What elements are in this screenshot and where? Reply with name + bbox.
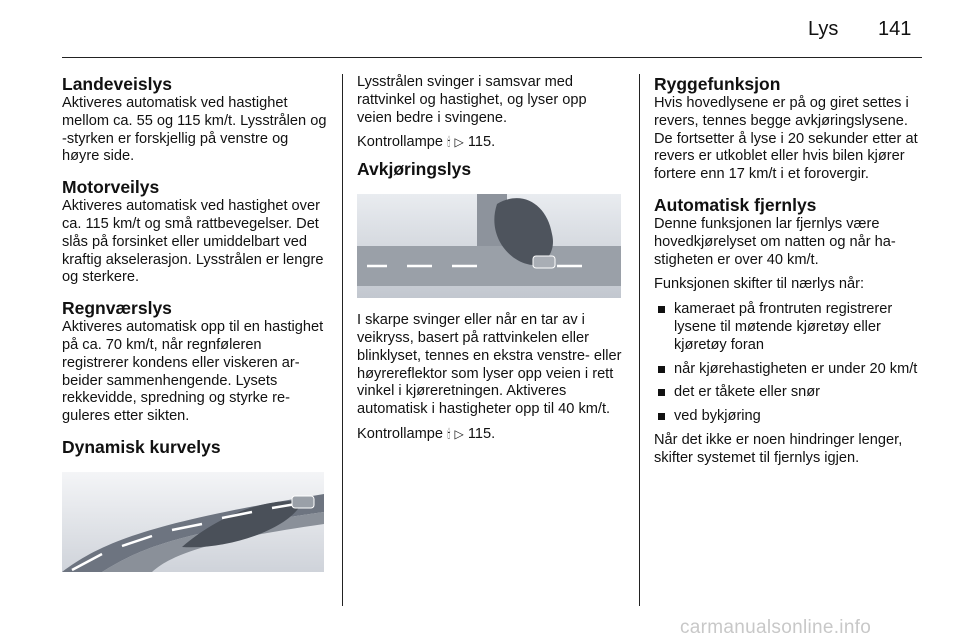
control-lamp-ref xyxy=(357,134,625,152)
cornering-light-illustration xyxy=(357,194,621,298)
column-3 xyxy=(654,74,924,475)
headlamp-icon: 🕯︎ xyxy=(447,426,451,441)
curve-light-illustration xyxy=(62,472,324,572)
section-title-regnvaerslys: Regnværslys xyxy=(62,298,172,319)
section-title-landeveislys: Landeveislys xyxy=(62,74,172,94)
list-item: ved bykjøring xyxy=(654,408,924,426)
section-title-dynamisk-kurvelys: Dynamisk kurvelys xyxy=(62,436,221,457)
header-rule xyxy=(62,57,922,58)
list-item: kameraet på frontruten registrerer lysene til møtende kjøretøy eller kjøretøy foran xyxy=(654,301,924,354)
page-ref-arrow-icon: ▷ xyxy=(454,426,464,441)
column-divider xyxy=(639,74,640,606)
paragraph: Lysstrålen svinger i samsvar med rattvinkel og hastighet, og lyser opp veien bedre i svingene. xyxy=(357,74,587,126)
page-ref: 115. xyxy=(467,134,496,151)
paragraph: Når det ikke er noen hindringer lenger, skifter systemet til fjernlys igjen. xyxy=(654,431,903,466)
section-title-motorveilys: Motorveilys xyxy=(62,177,160,198)
paragraph: Funksjonen skifter til nærlys når: xyxy=(654,276,865,293)
column-divider xyxy=(342,74,343,606)
watermark: carmanualsonline.info xyxy=(680,617,872,638)
lamp-label: Kontrollampe xyxy=(357,425,443,442)
section-body: Aktiveres automatisk ved hastighet mellom ca. 55 og 115 km/t. Lysstrålen og -styrken er forskjellig på venstre og høyre side. xyxy=(62,95,327,165)
section-title-automatisk-fjernlys: Automatisk fjernlys xyxy=(654,194,817,215)
section-title-avkjoringslys: Avkjøringslys xyxy=(357,159,472,180)
control-lamp-ref xyxy=(357,426,625,444)
page-number: 141 xyxy=(878,18,912,40)
column-1 xyxy=(62,74,328,586)
section-body: Denne funksjonen lar fjernlys være hovedkjørelyset om natten og når hastigheten er over 40 km/t. xyxy=(654,215,896,268)
section-body: Hvis hovedlysene er på og giret settes i revers, tennes begge avkjøringslysene. De fortsetter å lyse i 20 sekunder etter at revers er utkoblet eller hvis bilen kjører fortere enn 17 km/t i et forovergir. xyxy=(654,95,918,183)
page-ref: 115. xyxy=(467,425,496,442)
page-ref-arrow-icon: ▷ xyxy=(454,135,464,150)
section-body: Aktiveres automatisk ved hastighet over ca. 115 km/t og små rattbevegelser. Det slås på forsinket eller umiddelbart ved kraftig akselerasjon. Lysstrålen er lengre og sterkere. xyxy=(62,198,324,286)
column-2 xyxy=(357,74,625,451)
bullet-list xyxy=(654,301,924,426)
section-title-ryggefunksjon: Ryggefunksjon xyxy=(654,74,781,94)
section-body: Aktiveres automatisk opp til en hastighet på ca. 70 km/t, når regnføleren registrerer kondens eller viskeren arbeider sammenhengende. Lysets rekkevidde, spredning og styrke reguleres etter sikten. xyxy=(62,319,324,425)
header-title: Lys xyxy=(808,18,839,40)
headlamp-icon: 🕯︎ xyxy=(447,135,451,150)
list-item: når kjørehastigheten er under 20 km/t xyxy=(654,361,924,379)
paragraph: I skarpe svinger eller når en tar av i veikryss, basert på rattvinkelen eller blinklyset, tennes en ekstra venstre- eller høyrereflektor som lyser opp veien i rett vinkel i kjøreretningen. Aktiveres automatisk i hastigheter opp til 40 km/t. xyxy=(357,312,622,418)
lamp-label: Kontrollampe xyxy=(357,134,443,151)
list-item: det er tåkete eller snør xyxy=(654,384,924,402)
